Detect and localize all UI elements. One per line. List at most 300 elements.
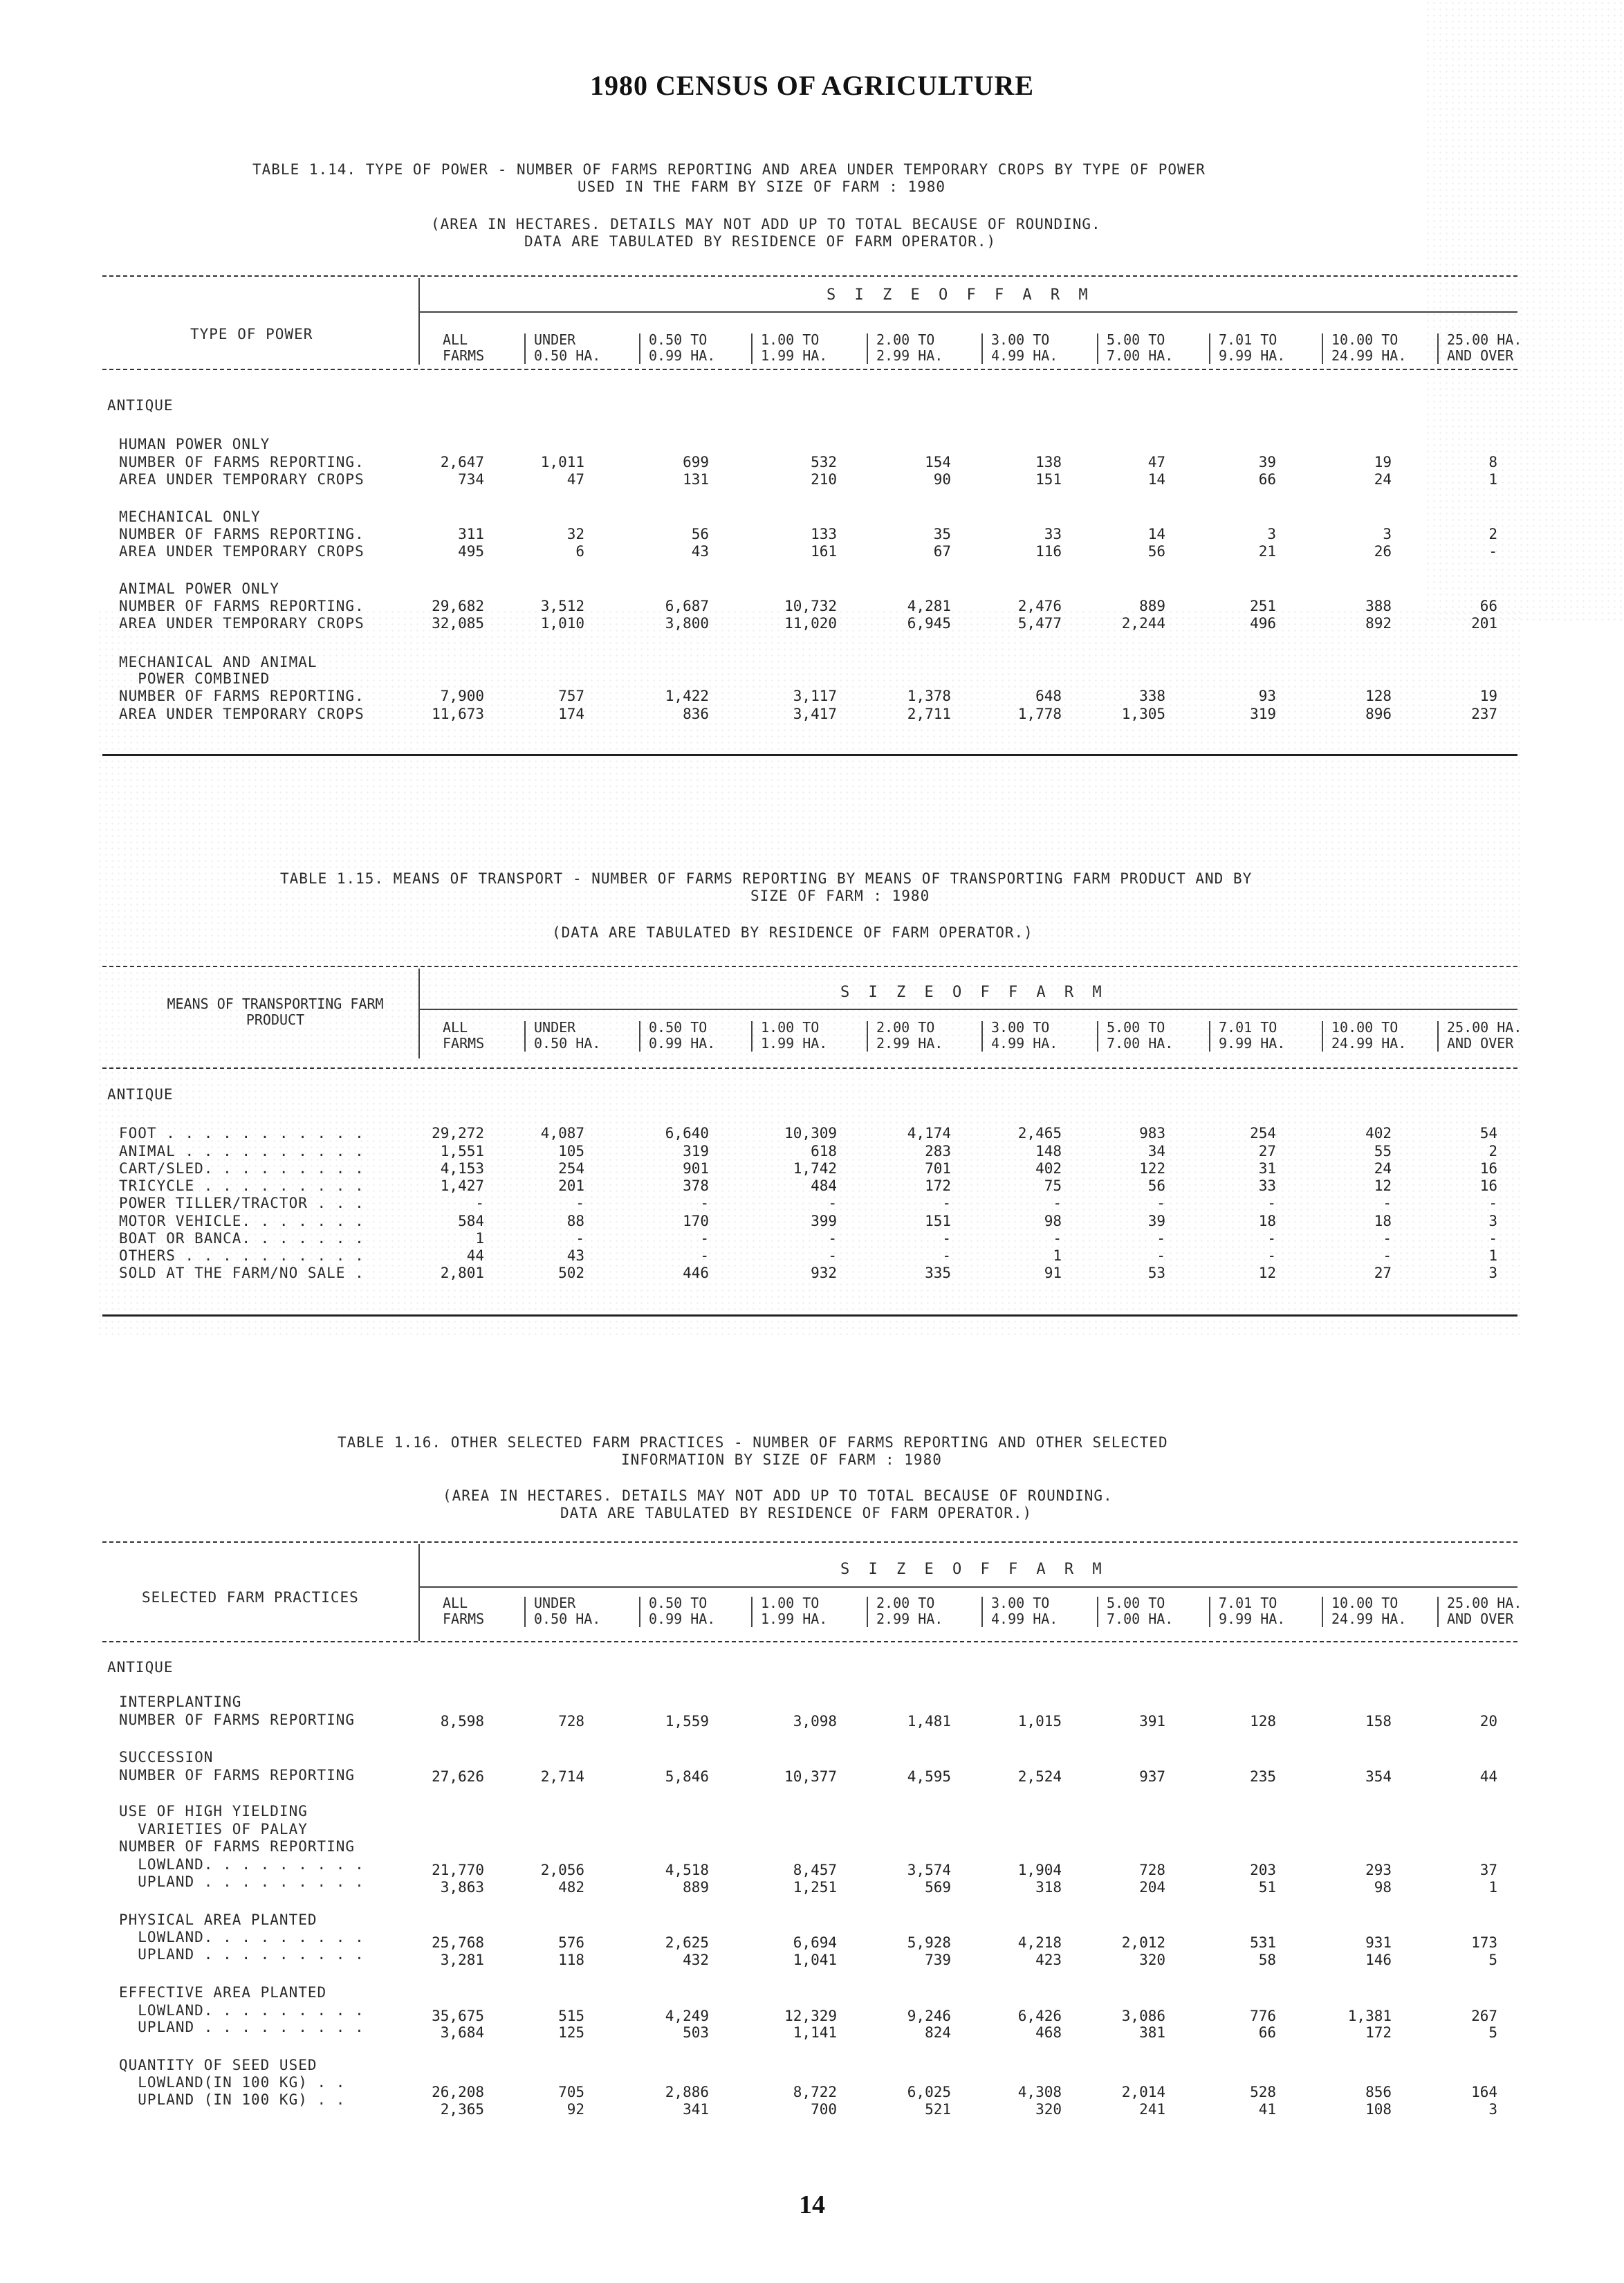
column-header-line: 7.01 TO: [1219, 331, 1277, 348]
cell-value: 58: [1258, 1952, 1276, 1968]
row-label: AREA UNDER TEMPORARY CROPS: [119, 543, 365, 560]
cell-value: 24: [1374, 471, 1392, 488]
province-label: ANTIQUE: [107, 397, 174, 414]
cell-value: -: [1267, 1230, 1276, 1247]
cell-value: 27,626: [432, 1768, 484, 1785]
cell-value: 55: [1374, 1143, 1392, 1159]
column-divider: [639, 1597, 640, 1627]
cell-value: 2,465: [1017, 1125, 1062, 1142]
cell-value: 892: [1365, 615, 1392, 632]
cell-value: 33: [1258, 1177, 1276, 1194]
cell-value: 47: [1147, 454, 1165, 470]
row-label: USE OF HIGH YIELDING: [119, 1803, 308, 1819]
cell-value: 2,801: [440, 1265, 484, 1281]
column-header-line: 2.99 HA.: [876, 1035, 943, 1052]
column-header-line: 2.00 TO: [876, 1019, 935, 1036]
column-header-line: 3.00 TO: [991, 331, 1050, 348]
cell-value: -: [575, 1195, 584, 1211]
cell-value: 254: [1250, 1125, 1276, 1142]
cell-value: -: [942, 1247, 951, 1264]
cell-value: 75: [1044, 1177, 1062, 1194]
cell-value: 51: [1258, 1879, 1276, 1896]
cell-value: 235: [1250, 1768, 1276, 1785]
cell-value: 1: [1053, 1247, 1062, 1264]
cell-value: 88: [566, 1213, 584, 1229]
cell-value: -: [1156, 1247, 1165, 1264]
cell-value: 8,598: [440, 1713, 484, 1730]
column-header-line: 0.50 HA.: [534, 1611, 601, 1627]
cell-value: 90: [933, 471, 951, 488]
column-header-line: FARMS: [443, 1611, 485, 1627]
cell-value: 1,015: [1017, 1713, 1062, 1730]
cell-value: 1,378: [907, 688, 951, 704]
stub-header: MEANS OF TRANSPORTING FARM PRODUCT: [167, 996, 384, 1028]
column-header: [443, 1595, 484, 1627]
cell-value: 237: [1471, 706, 1497, 722]
table-top-rule: [102, 1541, 1517, 1543]
cell-value: 757: [558, 688, 584, 704]
row-label: QUANTITY OF SEED USED: [119, 2057, 317, 2073]
cell-value: 446: [683, 1265, 709, 1281]
cell-value: 2,056: [540, 1862, 584, 1878]
cell-value: 319: [683, 1143, 709, 1159]
cell-value: 515: [558, 2008, 584, 2024]
cell-value: 172: [1365, 2024, 1392, 2041]
cell-value: 4,174: [907, 1125, 951, 1142]
cell-value: 32: [566, 526, 584, 542]
cell-value: 2: [1488, 526, 1497, 542]
cell-value: -: [828, 1230, 837, 1247]
cell-value: 468: [1035, 2024, 1062, 2041]
cell-value: 1,010: [540, 615, 584, 632]
cell-value: 1,011: [540, 454, 584, 470]
column-header-line: FARMS: [443, 347, 485, 364]
cell-value: 116: [1035, 543, 1062, 560]
row-label: UPLAND . . . . . . . . .: [119, 1946, 365, 1963]
cell-value: 172: [925, 1177, 951, 1194]
cell-value: 8: [1488, 454, 1497, 470]
cell-value: 241: [1139, 2101, 1165, 2118]
row-label: NUMBER OF FARMS REPORTING.: [119, 688, 365, 704]
cell-value: 700: [811, 2101, 837, 2118]
cell-value: 204: [1139, 1879, 1165, 1896]
cell-value: -: [828, 1247, 837, 1264]
cell-value: 92: [566, 2101, 584, 2118]
cell-value: 378: [683, 1177, 709, 1194]
cell-value: 93: [1258, 688, 1276, 704]
cell-value: -: [575, 1230, 584, 1247]
cell-value: 3,684: [440, 2024, 484, 2041]
cell-value: 1,041: [793, 1952, 837, 1968]
row-label: CART/SLED. . . . . . . . .: [119, 1160, 365, 1177]
cell-value: 26,208: [432, 2084, 484, 2100]
cell-value: 154: [925, 454, 951, 470]
row-label: UPLAND (IN 100 KG) . .: [119, 2091, 346, 2108]
column-header-line: 7.00 HA.: [1107, 347, 1174, 364]
cell-value: 2,244: [1121, 615, 1165, 632]
table-title-line-1: TABLE 1.16. OTHER SELECTED FARM PRACTICES - NUMBER OF FARMS REPORTING AND OTHER SELECTED: [338, 1434, 1168, 1451]
row-label: NUMBER OF FARMS REPORTING: [119, 1838, 356, 1855]
cell-value: 35,675: [432, 2008, 484, 2024]
cell-value: 937: [1139, 1768, 1165, 1785]
cell-value: 8,722: [793, 2084, 837, 2100]
cell-value: 1,559: [665, 1713, 709, 1730]
cell-value: 6,694: [793, 1934, 837, 1951]
cell-value: 3: [1267, 526, 1276, 542]
cell-value: 320: [1035, 2101, 1062, 2118]
column-divider: [981, 1597, 983, 1627]
cell-value: 201: [558, 1177, 584, 1194]
cell-value: 836: [683, 706, 709, 722]
cell-value: 26: [1374, 543, 1392, 560]
cell-value: 146: [1365, 1952, 1392, 1968]
column-header: [1331, 1595, 1406, 1627]
column-header-line: AND OVER: [1447, 1035, 1514, 1052]
cell-value: 983: [1139, 1125, 1165, 1142]
table-title-line-1: TABLE 1.14. TYPE OF POWER - NUMBER OF FARMS REPORTING AND AREA UNDER TEMPORARY CROPS BY TYPE OF POWER: [252, 161, 1206, 178]
cell-value: 133: [811, 526, 837, 542]
column-header-line: UNDER: [534, 331, 576, 348]
cell-value: 856: [1365, 2084, 1392, 2100]
cell-value: 32,085: [432, 615, 484, 632]
row-label: NUMBER OF FARMS REPORTING.: [119, 526, 365, 542]
column-header-line: 2.99 HA.: [876, 1611, 943, 1627]
column-header-line: 5.00 TO: [1107, 1595, 1165, 1611]
header-bottom-rule: [102, 1641, 1517, 1642]
cell-value: 41: [1258, 2101, 1276, 2118]
column-header-line: 1.99 HA.: [761, 1035, 828, 1052]
cell-value: 151: [1035, 471, 1062, 488]
cell-value: 122: [1139, 1160, 1165, 1177]
cell-value: 20: [1479, 1713, 1497, 1730]
cell-value: 618: [811, 1143, 837, 1159]
row-label: UPLAND . . . . . . . . .: [119, 1873, 365, 1890]
cell-value: 12: [1258, 1265, 1276, 1281]
row-label: EFFECTIVE AREA PLANTED: [119, 1984, 327, 2001]
cell-value: 1,904: [1017, 1862, 1062, 1878]
cell-value: 2,647: [440, 454, 484, 470]
cell-value: 381: [1139, 2024, 1165, 2041]
column-header-line: 9.99 HA.: [1219, 1611, 1286, 1627]
cell-value: 3: [1488, 1213, 1497, 1229]
size-of-farm-header: S I Z E O F F A R M: [840, 1561, 1107, 1578]
cell-value: 3,574: [907, 1862, 951, 1878]
cell-value: 54: [1479, 1125, 1497, 1142]
cell-value: 432: [683, 1952, 709, 1968]
row-label: PHYSICAL AREA PLANTED: [119, 1911, 317, 1928]
cell-value: 10,732: [784, 598, 837, 614]
cell-value: 6,025: [907, 2084, 951, 2100]
cell-value: 131: [683, 471, 709, 488]
cell-value: 391: [1139, 1713, 1165, 1730]
column-header-line: 24.99 HA.: [1331, 347, 1407, 364]
cell-value: 2,886: [665, 2084, 709, 2100]
cell-value: 2,711: [907, 706, 951, 722]
cell-value: 576: [558, 1934, 584, 1951]
row-label: NUMBER OF FARMS REPORTING.: [119, 598, 365, 614]
cell-value: 3: [1383, 526, 1392, 542]
column-header: [876, 1595, 943, 1627]
cell-value: 39: [1147, 1213, 1165, 1229]
cell-value: 5,846: [665, 1768, 709, 1785]
cell-value: 569: [925, 1879, 951, 1896]
cell-value: 931: [1365, 1934, 1392, 1951]
cell-value: 1,742: [793, 1160, 837, 1177]
column-header-line: 0.99 HA.: [649, 1035, 716, 1052]
column-header-line: 24.99 HA.: [1331, 1035, 1407, 1052]
cell-value: 21: [1258, 543, 1276, 560]
cell-value: 11,020: [784, 615, 837, 632]
cell-value: 27: [1258, 1143, 1276, 1159]
cell-value: 495: [458, 543, 484, 560]
cell-value: 24: [1374, 1160, 1392, 1177]
cell-value: 728: [1139, 1862, 1165, 1878]
row-label: LOWLAND. . . . . . . . .: [119, 1856, 365, 1873]
cell-value: 1,141: [793, 2024, 837, 2041]
column-header-line: 1.00 TO: [761, 1019, 820, 1036]
cell-value: 6,687: [665, 598, 709, 614]
cell-value: -: [942, 1230, 951, 1247]
cell-value: 338: [1139, 688, 1165, 704]
column-divider: [751, 1597, 753, 1627]
cell-value: 43: [566, 1247, 584, 1264]
cell-value: 91: [1044, 1265, 1062, 1281]
table-title-line-2: SIZE OF FARM : 1980: [750, 888, 930, 904]
cell-value: 402: [1035, 1160, 1062, 1177]
province-label: ANTIQUE: [107, 1086, 174, 1103]
cell-value: -: [942, 1195, 951, 1211]
cell-value: 3,863: [440, 1879, 484, 1896]
cell-value: 14: [1147, 526, 1165, 542]
cell-value: 31: [1258, 1160, 1276, 1177]
page-number: 14: [799, 2190, 825, 2219]
cell-value: 482: [558, 1879, 584, 1896]
column-divider: [867, 1597, 868, 1627]
column-header-line: 0.50 TO: [649, 1019, 708, 1036]
cell-value: -: [828, 1195, 837, 1211]
cell-value: 2,714: [540, 1768, 584, 1785]
cell-value: 1: [1488, 471, 1497, 488]
cell-value: -: [1156, 1230, 1165, 1247]
column-header-line: 2.00 TO: [876, 331, 935, 348]
column-header-line: AND OVER: [1447, 1611, 1514, 1627]
column-header-line: 1.99 HA.: [761, 347, 828, 364]
cell-value: 6: [575, 543, 584, 560]
cell-value: 37: [1479, 1862, 1497, 1878]
cell-value: 705: [558, 2084, 584, 2100]
column-header-line: ALL: [443, 1595, 468, 1611]
cell-value: 98: [1374, 1879, 1392, 1896]
table-title-line-2: INFORMATION BY SIZE OF FARM : 1980: [621, 1451, 942, 1468]
cell-value: 151: [925, 1213, 951, 1229]
cell-value: 1: [1488, 1247, 1497, 1264]
cell-value: 335: [925, 1265, 951, 1281]
column-header-line: 25.00 HA.: [1447, 1019, 1522, 1036]
cell-value: 5: [1488, 2024, 1497, 2041]
row-label: SUCCESSION: [119, 1749, 214, 1766]
column-header-line: AND OVER: [1447, 347, 1514, 364]
cell-value: 5,477: [1017, 615, 1062, 632]
row-label: MOTOR VEHICLE. . . . . . .: [119, 1213, 365, 1229]
cell-value: 1,427: [440, 1177, 484, 1194]
cell-value: 1: [475, 1230, 484, 1247]
cell-value: 12,329: [784, 2008, 837, 2024]
cell-value: 98: [1044, 1213, 1062, 1229]
cell-value: 901: [683, 1160, 709, 1177]
cell-value: 19: [1374, 454, 1392, 470]
cell-value: 532: [811, 454, 837, 470]
cell-value: 7,900: [440, 688, 484, 704]
spanner-rule: [418, 1586, 1517, 1588]
cell-value: 531: [1250, 1934, 1276, 1951]
column-header-line: FARMS: [443, 1035, 485, 1052]
cell-value: 5,928: [907, 1934, 951, 1951]
column-header-line: UNDER: [534, 1019, 576, 1036]
cell-value: 1,778: [1017, 706, 1062, 722]
column-divider: [1322, 1597, 1323, 1627]
table-note-line-2: DATA ARE TABULATED BY RESIDENCE OF FARM OPERATOR.): [524, 233, 997, 250]
column-header-line: 4.99 HA.: [991, 1035, 1058, 1052]
cell-value: 1,251: [793, 1879, 837, 1896]
cell-value: 53: [1147, 1265, 1165, 1281]
column-header-line: 5.00 TO: [1107, 331, 1165, 348]
cell-value: 584: [458, 1213, 484, 1229]
cell-value: -: [1053, 1230, 1062, 1247]
cell-value: 739: [925, 1952, 951, 1968]
row-label: AREA UNDER TEMPORARY CROPS: [119, 615, 365, 632]
row-label: AREA UNDER TEMPORARY CROPS: [119, 471, 365, 488]
cell-value: 2,014: [1121, 2084, 1165, 2100]
cell-value: -: [1488, 1195, 1497, 1211]
cell-value: 2,012: [1121, 1934, 1165, 1951]
cell-value: 3,117: [793, 688, 837, 704]
cell-value: -: [700, 1247, 709, 1264]
cell-value: 1,422: [665, 688, 709, 704]
cell-value: 341: [683, 2101, 709, 2118]
cell-value: 484: [811, 1177, 837, 1194]
cell-value: -: [1267, 1195, 1276, 1211]
column-header-line: 0.50 TO: [649, 1595, 708, 1611]
cell-value: 138: [1035, 454, 1062, 470]
cell-value: 16: [1479, 1160, 1497, 1177]
cell-value: 4,281: [907, 598, 951, 614]
cell-value: 118: [558, 1952, 584, 1968]
cell-value: 932: [811, 1265, 837, 1281]
cell-value: 44: [1479, 1768, 1497, 1785]
column-header-line: 24.99 HA.: [1331, 1611, 1407, 1627]
row-label: POWER TILLER/TRACTOR . . .: [119, 1195, 365, 1211]
cell-value: 9,246: [907, 2008, 951, 2024]
table-note-line-1: (AREA IN HECTARES. DETAILS MAY NOT ADD UP TO TOTAL BECAUSE OF ROUNDING.: [431, 216, 1101, 232]
cell-value: 29,682: [432, 598, 484, 614]
cell-value: 14: [1147, 471, 1165, 488]
cell-value: 173: [1471, 1934, 1497, 1951]
column-header: [1219, 1595, 1285, 1627]
cell-value: -: [700, 1195, 709, 1211]
cell-value: 503: [683, 2024, 709, 2041]
row-label: VARIETIES OF PALAY: [119, 1821, 308, 1837]
cell-value: 896: [1365, 706, 1392, 722]
size-of-farm-header: S I Z E O F F A R M: [827, 286, 1093, 304]
cell-value: 6,640: [665, 1125, 709, 1142]
cell-value: 125: [558, 2024, 584, 2041]
cell-value: 8,457: [793, 1862, 837, 1878]
column-header-line: 0.99 HA.: [649, 347, 716, 364]
cell-value: 128: [1365, 688, 1392, 704]
column-header-line: 7.00 HA.: [1107, 1611, 1174, 1627]
cell-value: 158: [1365, 1713, 1392, 1730]
column-header-line: 1.00 TO: [761, 1595, 820, 1611]
cell-value: 4,249: [665, 2008, 709, 2024]
cell-value: 4,153: [440, 1160, 484, 1177]
row-label: ANIMAL . . . . . . . . . .: [119, 1143, 365, 1159]
cell-value: 10,309: [784, 1125, 837, 1142]
cell-value: 251: [1250, 598, 1276, 614]
cell-value: 1,481: [907, 1713, 951, 1730]
cell-value: 776: [1250, 2008, 1276, 2024]
cell-value: 6,945: [907, 615, 951, 632]
column-header-line: UNDER: [534, 1595, 576, 1611]
cell-value: 108: [1365, 2101, 1392, 2118]
cell-value: 4,518: [665, 1862, 709, 1878]
cell-value: -: [1053, 1195, 1062, 1211]
cell-value: 21,770: [432, 1862, 484, 1878]
cell-value: 2,625: [665, 1934, 709, 1951]
cell-value: 2,476: [1017, 598, 1062, 614]
cell-value: 728: [558, 1713, 584, 1730]
row-label: LOWLAND. . . . . . . . .: [119, 2002, 365, 2019]
row-label: OTHERS . . . . . . . . . .: [119, 1247, 365, 1264]
cell-value: 699: [683, 454, 709, 470]
cell-value: 43: [691, 543, 709, 560]
cell-value: 496: [1250, 615, 1276, 632]
cell-value: 164: [1471, 2084, 1497, 2100]
column-header-line: 3.00 TO: [991, 1019, 1050, 1036]
cell-value: 4,087: [540, 1125, 584, 1142]
column-divider: [1437, 1597, 1439, 1627]
cell-value: 318: [1035, 1879, 1062, 1896]
row-label: ANIMAL POWER ONLY: [119, 580, 279, 597]
cell-value: 66: [1258, 471, 1276, 488]
column-header-line: 9.99 HA.: [1219, 347, 1286, 364]
table-note-line-2: DATA ARE TABULATED BY RESIDENCE OF FARM OPERATOR.): [560, 1505, 1033, 1521]
column-header-line: 10.00 TO: [1331, 1595, 1399, 1611]
cell-value: 889: [683, 1879, 709, 1896]
column-header: [761, 1595, 827, 1627]
cell-value: 1,305: [1121, 706, 1165, 722]
cell-value: 388: [1365, 598, 1392, 614]
cell-value: 105: [558, 1143, 584, 1159]
cell-value: -: [700, 1230, 709, 1247]
province-label: ANTIQUE: [107, 1659, 174, 1676]
stub-header: TYPE OF POWER: [190, 326, 313, 342]
row-label: TRICYCLE . . . . . . . . .: [119, 1177, 365, 1194]
cell-value: 16: [1479, 1177, 1497, 1194]
cell-value: 128: [1250, 1713, 1276, 1730]
column-header: [991, 1595, 1058, 1627]
row-label: POWER COMBINED: [119, 670, 270, 687]
column-header-line: 25.00 HA.: [1447, 1595, 1522, 1611]
stub-header: SELECTED FARM PRACTICES: [142, 1589, 359, 1606]
table-note-line-1: (DATA ARE TABULATED BY RESIDENCE OF FARM OPERATOR.): [552, 924, 1033, 941]
cell-value: 2: [1488, 1143, 1497, 1159]
cell-value: -: [1267, 1247, 1276, 1264]
cell-value: 203: [1250, 1862, 1276, 1878]
column-header-line: ALL: [443, 1019, 468, 1036]
column-header-line: 7.01 TO: [1219, 1019, 1277, 1036]
cell-value: 3: [1488, 2101, 1497, 2118]
column-header-line: 9.99 HA.: [1219, 1035, 1286, 1052]
